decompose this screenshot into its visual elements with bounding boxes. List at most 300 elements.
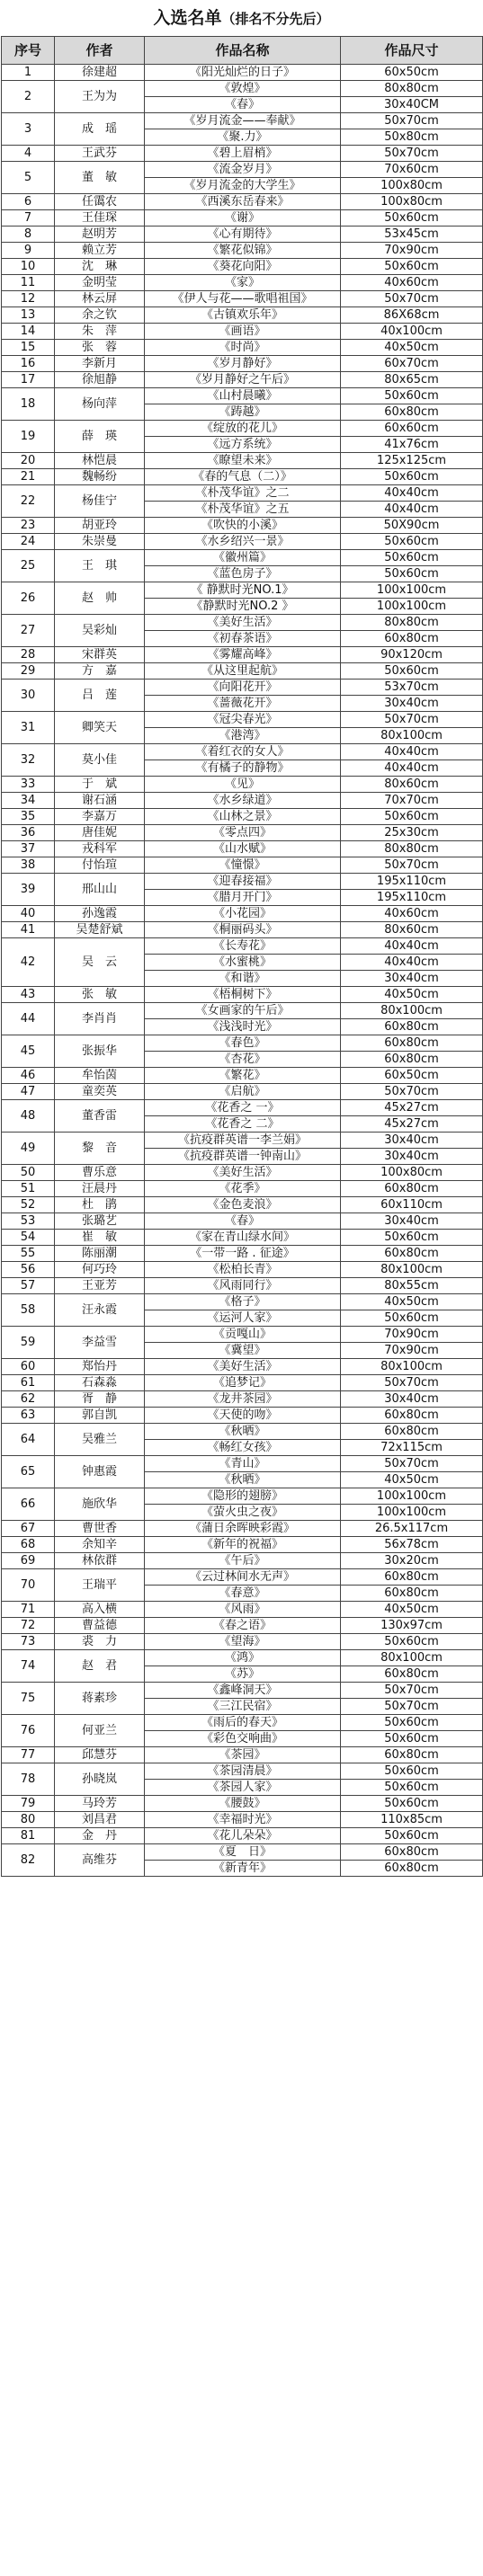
work-title: 《浅浅时光》 xyxy=(145,1019,341,1035)
table-row xyxy=(2,1683,483,1699)
work-title: 《彩色交响曲》 xyxy=(145,1731,341,1747)
work-title: 《桐丽码头》 xyxy=(145,922,341,938)
work-size: 80x60cm xyxy=(341,777,483,793)
entry-author: 林云屏 xyxy=(55,291,145,307)
work-size: 50x60cm xyxy=(341,1828,483,1844)
work-size: 30x40cm xyxy=(341,1391,483,1408)
work-size: 60x80cm xyxy=(341,1844,483,1861)
table-row xyxy=(2,1294,483,1310)
work-size: 60x80cm xyxy=(341,1019,483,1035)
work-title: 《贡嘎山》 xyxy=(145,1327,341,1343)
table-row xyxy=(2,793,483,809)
table-row xyxy=(2,1035,483,1052)
work-size: 40x50cm xyxy=(341,1472,483,1488)
work-title: 《心有期待》 xyxy=(145,227,341,243)
entry-author: 郭自凯 xyxy=(55,1408,145,1424)
entry-number: 34 xyxy=(2,793,55,809)
work-size: 60x80cm xyxy=(341,1586,483,1602)
work-title: 《青山》 xyxy=(145,1456,341,1472)
work-size: 53x45cm xyxy=(341,227,483,243)
work-size: 100x100cm xyxy=(341,599,483,615)
work-title: 《春意》 xyxy=(145,1586,341,1602)
work-title: 《鑫峰洞天》 xyxy=(145,1683,341,1699)
entry-author: 王亚芳 xyxy=(55,1278,145,1294)
entry-number: 63 xyxy=(2,1408,55,1424)
work-title: 《腰鼓》 xyxy=(145,1796,341,1812)
entry-author: 王佳琛 xyxy=(55,210,145,227)
table-row xyxy=(2,922,483,938)
table-row xyxy=(2,1375,483,1391)
work-size: 41x76cm xyxy=(341,437,483,453)
work-title: 《徽州篇》 xyxy=(145,550,341,566)
entry-number: 39 xyxy=(2,874,55,906)
work-size: 40x100cm xyxy=(341,324,483,340)
entry-number: 2 xyxy=(2,81,55,113)
entry-author: 于 斌 xyxy=(55,777,145,793)
table-row xyxy=(2,712,483,728)
entry-number: 47 xyxy=(2,1084,55,1100)
work-size: 60x80cm xyxy=(341,1181,483,1197)
work-title: 《山林之景》 xyxy=(145,809,341,825)
work-size: 30x40cm xyxy=(341,1213,483,1230)
work-size: 60x80cm xyxy=(341,631,483,647)
work-title: 《春的气息（二）》 xyxy=(145,469,341,485)
entry-author: 高入横 xyxy=(55,1602,145,1618)
table-row xyxy=(2,1747,483,1763)
entry-author: 林依群 xyxy=(55,1553,145,1569)
entry-number: 49 xyxy=(2,1133,55,1165)
work-title: 《春》 xyxy=(145,1213,341,1230)
work-title: 《天使的吻》 xyxy=(145,1408,341,1424)
work-title: 《敦煌》 xyxy=(145,81,341,97)
table-row xyxy=(2,1133,483,1149)
work-title: 《美好生活》 xyxy=(145,1359,341,1375)
entry-number: 27 xyxy=(2,615,55,647)
work-size: 40x40cm xyxy=(341,760,483,777)
entry-number: 58 xyxy=(2,1294,55,1327)
table-row xyxy=(2,680,483,696)
table-row xyxy=(2,485,483,502)
table-row xyxy=(2,1812,483,1828)
table-row xyxy=(2,1197,483,1213)
entry-author: 王武芬 xyxy=(55,146,145,162)
table-row xyxy=(2,1602,483,1618)
work-size: 80x100cm xyxy=(341,1650,483,1666)
entry-author: 唐佳妮 xyxy=(55,825,145,841)
entry-author: 余知辛 xyxy=(55,1537,145,1553)
table-row xyxy=(2,1181,483,1197)
work-title: 《 静默时光NO.1》 xyxy=(145,582,341,599)
table-row xyxy=(2,275,483,291)
work-title: 《蓝色房子》 xyxy=(145,566,341,582)
work-size: 70x70cm xyxy=(341,793,483,809)
entry-number: 28 xyxy=(2,647,55,663)
entry-number: 1 xyxy=(2,65,55,81)
work-title: 《美好生活》 xyxy=(145,1165,341,1181)
entry-number: 8 xyxy=(2,227,55,243)
entry-author: 邱慧芬 xyxy=(55,1747,145,1763)
entry-author: 吴雅兰 xyxy=(55,1424,145,1456)
work-title: 《茶园》 xyxy=(145,1747,341,1763)
entry-number: 61 xyxy=(2,1375,55,1391)
entry-number: 35 xyxy=(2,809,55,825)
table-row xyxy=(2,987,483,1003)
entry-number: 46 xyxy=(2,1068,55,1084)
work-size: 60x110cm xyxy=(341,1197,483,1213)
work-title: 《花季》 xyxy=(145,1181,341,1197)
table-row xyxy=(2,1068,483,1084)
entry-author: 王瑞平 xyxy=(55,1569,145,1602)
work-size: 130x97cm xyxy=(341,1618,483,1634)
entry-number: 21 xyxy=(2,469,55,485)
entry-author: 曹乐意 xyxy=(55,1165,145,1181)
entry-number: 5 xyxy=(2,162,55,194)
entry-author: 赵 君 xyxy=(55,1650,145,1683)
work-size: 50x60cm xyxy=(341,1731,483,1747)
entry-number: 29 xyxy=(2,663,55,680)
work-size: 50x70cm xyxy=(341,1699,483,1715)
entry-number: 16 xyxy=(2,356,55,372)
work-size: 50X90cm xyxy=(341,518,483,534)
work-title: 《聚.力》 xyxy=(145,129,341,146)
entry-author: 刘昌君 xyxy=(55,1812,145,1828)
work-size: 50x80cm xyxy=(341,129,483,146)
entry-author: 沈 琳 xyxy=(55,259,145,275)
table-row xyxy=(2,582,483,599)
work-size: 80x100cm xyxy=(341,728,483,744)
work-title: 《瞭望未来》 xyxy=(145,453,341,469)
work-title: 《着红衣的女人》 xyxy=(145,744,341,760)
table-row xyxy=(2,1553,483,1569)
work-size: 195x110cm xyxy=(341,874,483,890)
work-size: 30x40cm xyxy=(341,696,483,712)
entry-author: 谢石涵 xyxy=(55,793,145,809)
entry-author: 石森淼 xyxy=(55,1375,145,1391)
entry-author: 郑怡丹 xyxy=(55,1359,145,1375)
work-size: 60x60cm xyxy=(341,421,483,437)
work-title: 《岁月静好之午后》 xyxy=(145,372,341,388)
table-row xyxy=(2,647,483,663)
entry-number: 38 xyxy=(2,857,55,874)
entry-number: 72 xyxy=(2,1618,55,1634)
entry-number: 32 xyxy=(2,744,55,777)
work-title: 《鸿》 xyxy=(145,1650,341,1666)
header-work-size: 作品尺寸 xyxy=(341,37,483,65)
table-row xyxy=(2,259,483,275)
table-row xyxy=(2,1715,483,1731)
table-row xyxy=(2,938,483,955)
work-size: 50x70cm xyxy=(341,291,483,307)
entry-author: 吴楚舒斌 xyxy=(55,922,145,938)
entry-author: 施欣华 xyxy=(55,1488,145,1521)
table-row xyxy=(2,194,483,210)
work-size: 60x80cm xyxy=(341,1666,483,1683)
entry-author: 莫小佳 xyxy=(55,744,145,777)
work-title: 《抗疫群英谱一钟南山》 xyxy=(145,1149,341,1165)
entry-author: 牟怡茵 xyxy=(55,1068,145,1084)
work-title: 《古镇欢乐年》 xyxy=(145,307,341,324)
work-size: 60x50cm xyxy=(341,65,483,81)
entry-number: 69 xyxy=(2,1553,55,1569)
work-size: 80x60cm xyxy=(341,922,483,938)
entry-author: 吴彩灿 xyxy=(55,615,145,647)
work-size: 60x80cm xyxy=(341,1424,483,1440)
table-row xyxy=(2,1424,483,1440)
work-title: 《美好生活》 xyxy=(145,615,341,631)
work-title: 《格子》 xyxy=(145,1294,341,1310)
entry-number: 40 xyxy=(2,906,55,922)
table-row xyxy=(2,1084,483,1100)
work-size: 80x100cm xyxy=(341,1003,483,1019)
work-size: 100x100cm xyxy=(341,1505,483,1521)
entry-number: 78 xyxy=(2,1763,55,1796)
table-row xyxy=(2,1844,483,1861)
entry-number: 42 xyxy=(2,938,55,987)
work-title: 《流金岁月》 xyxy=(145,162,341,178)
work-title: 《静默时光NO.2 》 xyxy=(145,599,341,615)
entry-number: 37 xyxy=(2,841,55,857)
table-row xyxy=(2,1262,483,1278)
entry-number: 31 xyxy=(2,712,55,744)
entry-author: 童奕英 xyxy=(55,1084,145,1100)
work-size: 30x40cm xyxy=(341,971,483,987)
entry-number: 11 xyxy=(2,275,55,291)
work-size: 25x30cm xyxy=(341,825,483,841)
work-title: 《朴茂华谊》之二 xyxy=(145,485,341,502)
entry-author: 李嘉万 xyxy=(55,809,145,825)
work-size: 50x60cm xyxy=(341,566,483,582)
work-title: 《阳光灿烂的日子》 xyxy=(145,65,341,81)
work-title: 《花儿朵朵》 xyxy=(145,1828,341,1844)
entry-author: 董 敏 xyxy=(55,162,145,194)
table-header-row xyxy=(2,37,483,65)
work-title: 《冀望》 xyxy=(145,1343,341,1359)
table-row xyxy=(2,534,483,550)
table-row xyxy=(2,1408,483,1424)
header-author: 作者 xyxy=(55,37,145,65)
work-size: 60x80cm xyxy=(341,1052,483,1068)
table-row xyxy=(2,744,483,760)
work-size: 110x85cm xyxy=(341,1812,483,1828)
entry-number: 62 xyxy=(2,1391,55,1408)
entry-number: 10 xyxy=(2,259,55,275)
entry-number: 6 xyxy=(2,194,55,210)
table-row xyxy=(2,113,483,129)
work-title: 《望海》 xyxy=(145,1634,341,1650)
entry-author: 汪晨丹 xyxy=(55,1181,145,1197)
table-row xyxy=(2,1488,483,1505)
work-size: 50x60cm xyxy=(341,809,483,825)
entry-author: 金明莹 xyxy=(55,275,145,291)
work-title: 《花香之 二》 xyxy=(145,1116,341,1133)
work-size: 80x80cm xyxy=(341,615,483,631)
work-title: 《憧憬》 xyxy=(145,857,341,874)
work-title: 《岁月流金的大学生》 xyxy=(145,178,341,194)
work-size: 26.5x117cm xyxy=(341,1521,483,1537)
entry-number: 24 xyxy=(2,534,55,550)
entry-author: 林恺晨 xyxy=(55,453,145,469)
work-size: 50x60cm xyxy=(341,210,483,227)
entry-number: 54 xyxy=(2,1230,55,1246)
work-title: 《杏花》 xyxy=(145,1052,341,1068)
work-size: 45x27cm xyxy=(341,1100,483,1116)
work-size: 50x60cm xyxy=(341,1796,483,1812)
entry-author: 高维芬 xyxy=(55,1844,145,1877)
work-size: 30x40cm xyxy=(341,1149,483,1165)
work-title: 《碧上眉梢》 xyxy=(145,146,341,162)
table-row xyxy=(2,663,483,680)
entry-author: 王 琪 xyxy=(55,550,145,582)
entry-number: 41 xyxy=(2,922,55,938)
entry-number: 68 xyxy=(2,1537,55,1553)
work-title: 《冠尖春光》 xyxy=(145,712,341,728)
work-title: 《茶园人家》 xyxy=(145,1780,341,1796)
work-size: 80x55cm xyxy=(341,1278,483,1294)
work-title: 《长寿花》 xyxy=(145,938,341,955)
work-size: 30x40cm xyxy=(341,1133,483,1149)
table-row xyxy=(2,210,483,227)
work-size: 50x60cm xyxy=(341,1634,483,1650)
entry-number: 50 xyxy=(2,1165,55,1181)
work-size: 60x50cm xyxy=(341,1068,483,1084)
table-row xyxy=(2,1650,483,1666)
table-row xyxy=(2,857,483,874)
table-row xyxy=(2,307,483,324)
table-row xyxy=(2,453,483,469)
entry-number: 82 xyxy=(2,1844,55,1877)
work-size: 50x70cm xyxy=(341,146,483,162)
title-text: 入选名单 xyxy=(153,8,222,28)
entry-author: 方 嘉 xyxy=(55,663,145,680)
work-size: 50x60cm xyxy=(341,469,483,485)
table-row xyxy=(2,1828,483,1844)
entry-number: 30 xyxy=(2,680,55,712)
entry-number: 67 xyxy=(2,1521,55,1537)
work-size: 100x80cm xyxy=(341,178,483,194)
work-size: 70x90cm xyxy=(341,243,483,259)
table-row xyxy=(2,841,483,857)
table-row xyxy=(2,243,483,259)
entry-author: 张振华 xyxy=(55,1035,145,1068)
entry-number: 77 xyxy=(2,1747,55,1763)
entry-author: 李益雪 xyxy=(55,1327,145,1359)
title-subtitle: （排名不分先后） xyxy=(221,11,330,27)
work-title: 《抗疫群英谱一李兰娟》 xyxy=(145,1133,341,1149)
entry-number: 59 xyxy=(2,1327,55,1359)
entry-number: 23 xyxy=(2,518,55,534)
table-body xyxy=(2,65,483,1877)
work-size: 80x100cm xyxy=(341,1359,483,1375)
table-row xyxy=(2,825,483,841)
work-title: 《新年的祝福》 xyxy=(145,1537,341,1553)
work-title: 《隐形的翅膀》 xyxy=(145,1488,341,1505)
work-size: 50x60cm xyxy=(341,1310,483,1327)
table-row xyxy=(2,340,483,356)
table-row xyxy=(2,1246,483,1262)
entry-author: 李新月 xyxy=(55,356,145,372)
table-row xyxy=(2,65,483,81)
entry-author: 薛 瑛 xyxy=(55,421,145,453)
work-title: 《有橘子的静物》 xyxy=(145,760,341,777)
work-size: 50x60cm xyxy=(341,1780,483,1796)
work-title: 《谢》 xyxy=(145,210,341,227)
work-size: 45x27cm xyxy=(341,1116,483,1133)
entry-number: 71 xyxy=(2,1602,55,1618)
entry-number: 60 xyxy=(2,1359,55,1375)
entry-number: 55 xyxy=(2,1246,55,1262)
work-size: 50x60cm xyxy=(341,534,483,550)
table-row xyxy=(2,1763,483,1780)
work-title: 《画语》 xyxy=(145,324,341,340)
work-title: 《岁月流金——奉献》 xyxy=(145,113,341,129)
work-size: 125x125cm xyxy=(341,453,483,469)
table-row xyxy=(2,1796,483,1812)
table-row xyxy=(2,469,483,485)
table-row xyxy=(2,1456,483,1472)
entry-number: 13 xyxy=(2,307,55,324)
work-size: 80x80cm xyxy=(341,841,483,857)
entry-number: 70 xyxy=(2,1569,55,1602)
work-title: 《繁花》 xyxy=(145,1068,341,1084)
work-size: 30x20cm xyxy=(341,1553,483,1569)
entry-author: 张 敏 xyxy=(55,987,145,1003)
work-size: 60x80cm xyxy=(341,1246,483,1262)
work-size: 100x100cm xyxy=(341,582,483,599)
entry-number: 80 xyxy=(2,1812,55,1828)
work-title: 《蔷薇花开》 xyxy=(145,696,341,712)
work-title: 《初春茶语》 xyxy=(145,631,341,647)
work-title: 《新青年》 xyxy=(145,1861,341,1877)
entry-number: 53 xyxy=(2,1213,55,1230)
entry-author: 蒋素珍 xyxy=(55,1683,145,1715)
entry-author: 赵明芳 xyxy=(55,227,145,243)
table-row xyxy=(2,324,483,340)
table-row xyxy=(2,1213,483,1230)
entry-author: 杨佳宁 xyxy=(55,485,145,518)
entry-author: 胡亚玲 xyxy=(55,518,145,534)
work-title: 《朴茂华谊》之五 xyxy=(145,502,341,518)
table-row xyxy=(2,1537,483,1553)
work-title: 《伊人与花——歌唱祖国》 xyxy=(145,291,341,307)
work-title: 《雨后的春天》 xyxy=(145,1715,341,1731)
work-size: 40x50cm xyxy=(341,340,483,356)
work-size: 50x60cm xyxy=(341,1715,483,1731)
work-title: 《一带一路 . 征途》 xyxy=(145,1246,341,1262)
work-title: 《家在青山绿水间》 xyxy=(145,1230,341,1246)
entry-number: 19 xyxy=(2,421,55,453)
work-size: 86X68cm xyxy=(341,307,483,324)
work-title: 《启航》 xyxy=(145,1084,341,1100)
work-title: 《山村晨曦》 xyxy=(145,388,341,404)
entry-author: 金 丹 xyxy=(55,1828,145,1844)
entry-author: 王为为 xyxy=(55,81,145,113)
work-title: 《秋晒》 xyxy=(145,1424,341,1440)
entry-number: 66 xyxy=(2,1488,55,1521)
entry-number: 79 xyxy=(2,1796,55,1812)
work-size: 40x40cm xyxy=(341,502,483,518)
entry-number: 12 xyxy=(2,291,55,307)
work-title: 《运河人家》 xyxy=(145,1310,341,1327)
entry-number: 17 xyxy=(2,372,55,388)
entry-number: 44 xyxy=(2,1003,55,1035)
work-size: 50x70cm xyxy=(341,113,483,129)
table-row xyxy=(2,809,483,825)
work-size: 50x70cm xyxy=(341,1683,483,1699)
entry-author: 钟惠霞 xyxy=(55,1456,145,1488)
work-title: 《雾耀高峰》 xyxy=(145,647,341,663)
work-title: 《和谐》 xyxy=(145,971,341,987)
work-size: 40x50cm xyxy=(341,1294,483,1310)
